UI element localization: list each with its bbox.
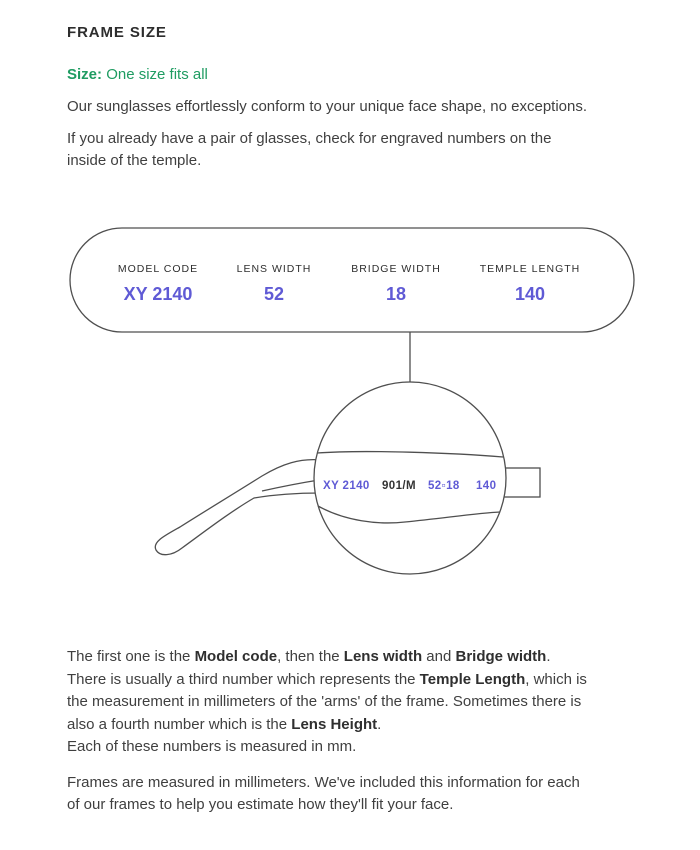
frame-size-diagram bbox=[0, 210, 700, 630]
temple-arm-drawing bbox=[155, 460, 321, 555]
explain-text: and bbox=[422, 648, 456, 665]
explain-text: The first one is the bbox=[67, 648, 195, 665]
size-line bbox=[67, 66, 208, 83]
footer-line1: Frames are measured in millimeters. We've included this information for each bbox=[67, 774, 580, 791]
explain-text: . bbox=[546, 648, 551, 665]
engraving-lens-bridge: 52▫18 bbox=[428, 480, 460, 492]
spec-label-temple-length: TEMPLE LENGTH bbox=[479, 263, 581, 275]
explain-bold-bridge-width: Bridge width bbox=[455, 648, 547, 665]
size-label: Size: bbox=[67, 66, 103, 83]
engraving-temple-length: 140 bbox=[476, 480, 497, 492]
intro-p2-line1: If you already have a pair of glasses, check for engraved numbers on the bbox=[67, 130, 552, 147]
engraving-variant-code: 901/M bbox=[382, 480, 416, 492]
footer-line2: of our frames to help you estimate how they'll fit your face. bbox=[67, 796, 454, 813]
spec-pill-outline bbox=[70, 228, 634, 332]
magnifier-circle bbox=[314, 382, 506, 574]
explain-text: . bbox=[377, 715, 382, 733]
page-title: FRAME SIZE bbox=[67, 24, 167, 41]
intro-p2-line2: inside of the temple. bbox=[67, 152, 202, 169]
spec-value-bridge-width: 18 bbox=[385, 284, 407, 304]
explain-bold-lens-width: Lens width bbox=[343, 648, 423, 665]
spec-column-temple-length bbox=[480, 263, 581, 304]
spec-value-lens-width: 52 bbox=[263, 284, 285, 304]
spec-column-model-code bbox=[118, 263, 198, 304]
explain-text: also a fourth number which is the bbox=[67, 715, 292, 733]
explain-text: the measurement in millimeters of the 'arms' of the frame. Sometimes there is bbox=[67, 693, 582, 710]
spec-label-model-code: MODEL CODE bbox=[117, 263, 199, 275]
spec-value-model-code: XY 2140 bbox=[123, 284, 193, 304]
footer-paragraph bbox=[67, 772, 652, 816]
explain-text: There is usually a third number which represents the bbox=[67, 670, 420, 688]
engraving-model-code: XY 2140 bbox=[323, 480, 370, 492]
spec-label-lens-width: LENS WIDTH bbox=[236, 263, 312, 275]
spec-column-bridge-width bbox=[351, 263, 441, 304]
explain-bold-temple-length: Temple Length bbox=[419, 670, 526, 688]
spec-value-temple-length: 140 bbox=[514, 284, 546, 304]
explain-text: , which is bbox=[525, 670, 587, 688]
spec-label-bridge-width: BRIDGE WIDTH bbox=[351, 263, 441, 275]
explain-text: , then the bbox=[277, 648, 344, 665]
intro-paragraph-2 bbox=[67, 128, 647, 172]
intro-paragraph-1: Our sunglasses effortlessly conform to your unique face shape, no exceptions. bbox=[67, 98, 588, 115]
explanation-paragraph bbox=[67, 646, 652, 759]
size-value: One size fits all bbox=[106, 66, 208, 83]
explain-bold-lens-height: Lens Height bbox=[291, 715, 378, 733]
explain-text: Each of these numbers is measured in mm. bbox=[67, 738, 357, 755]
spec-column-lens-width bbox=[237, 263, 312, 304]
explain-bold-model-code: Model code bbox=[194, 648, 278, 665]
